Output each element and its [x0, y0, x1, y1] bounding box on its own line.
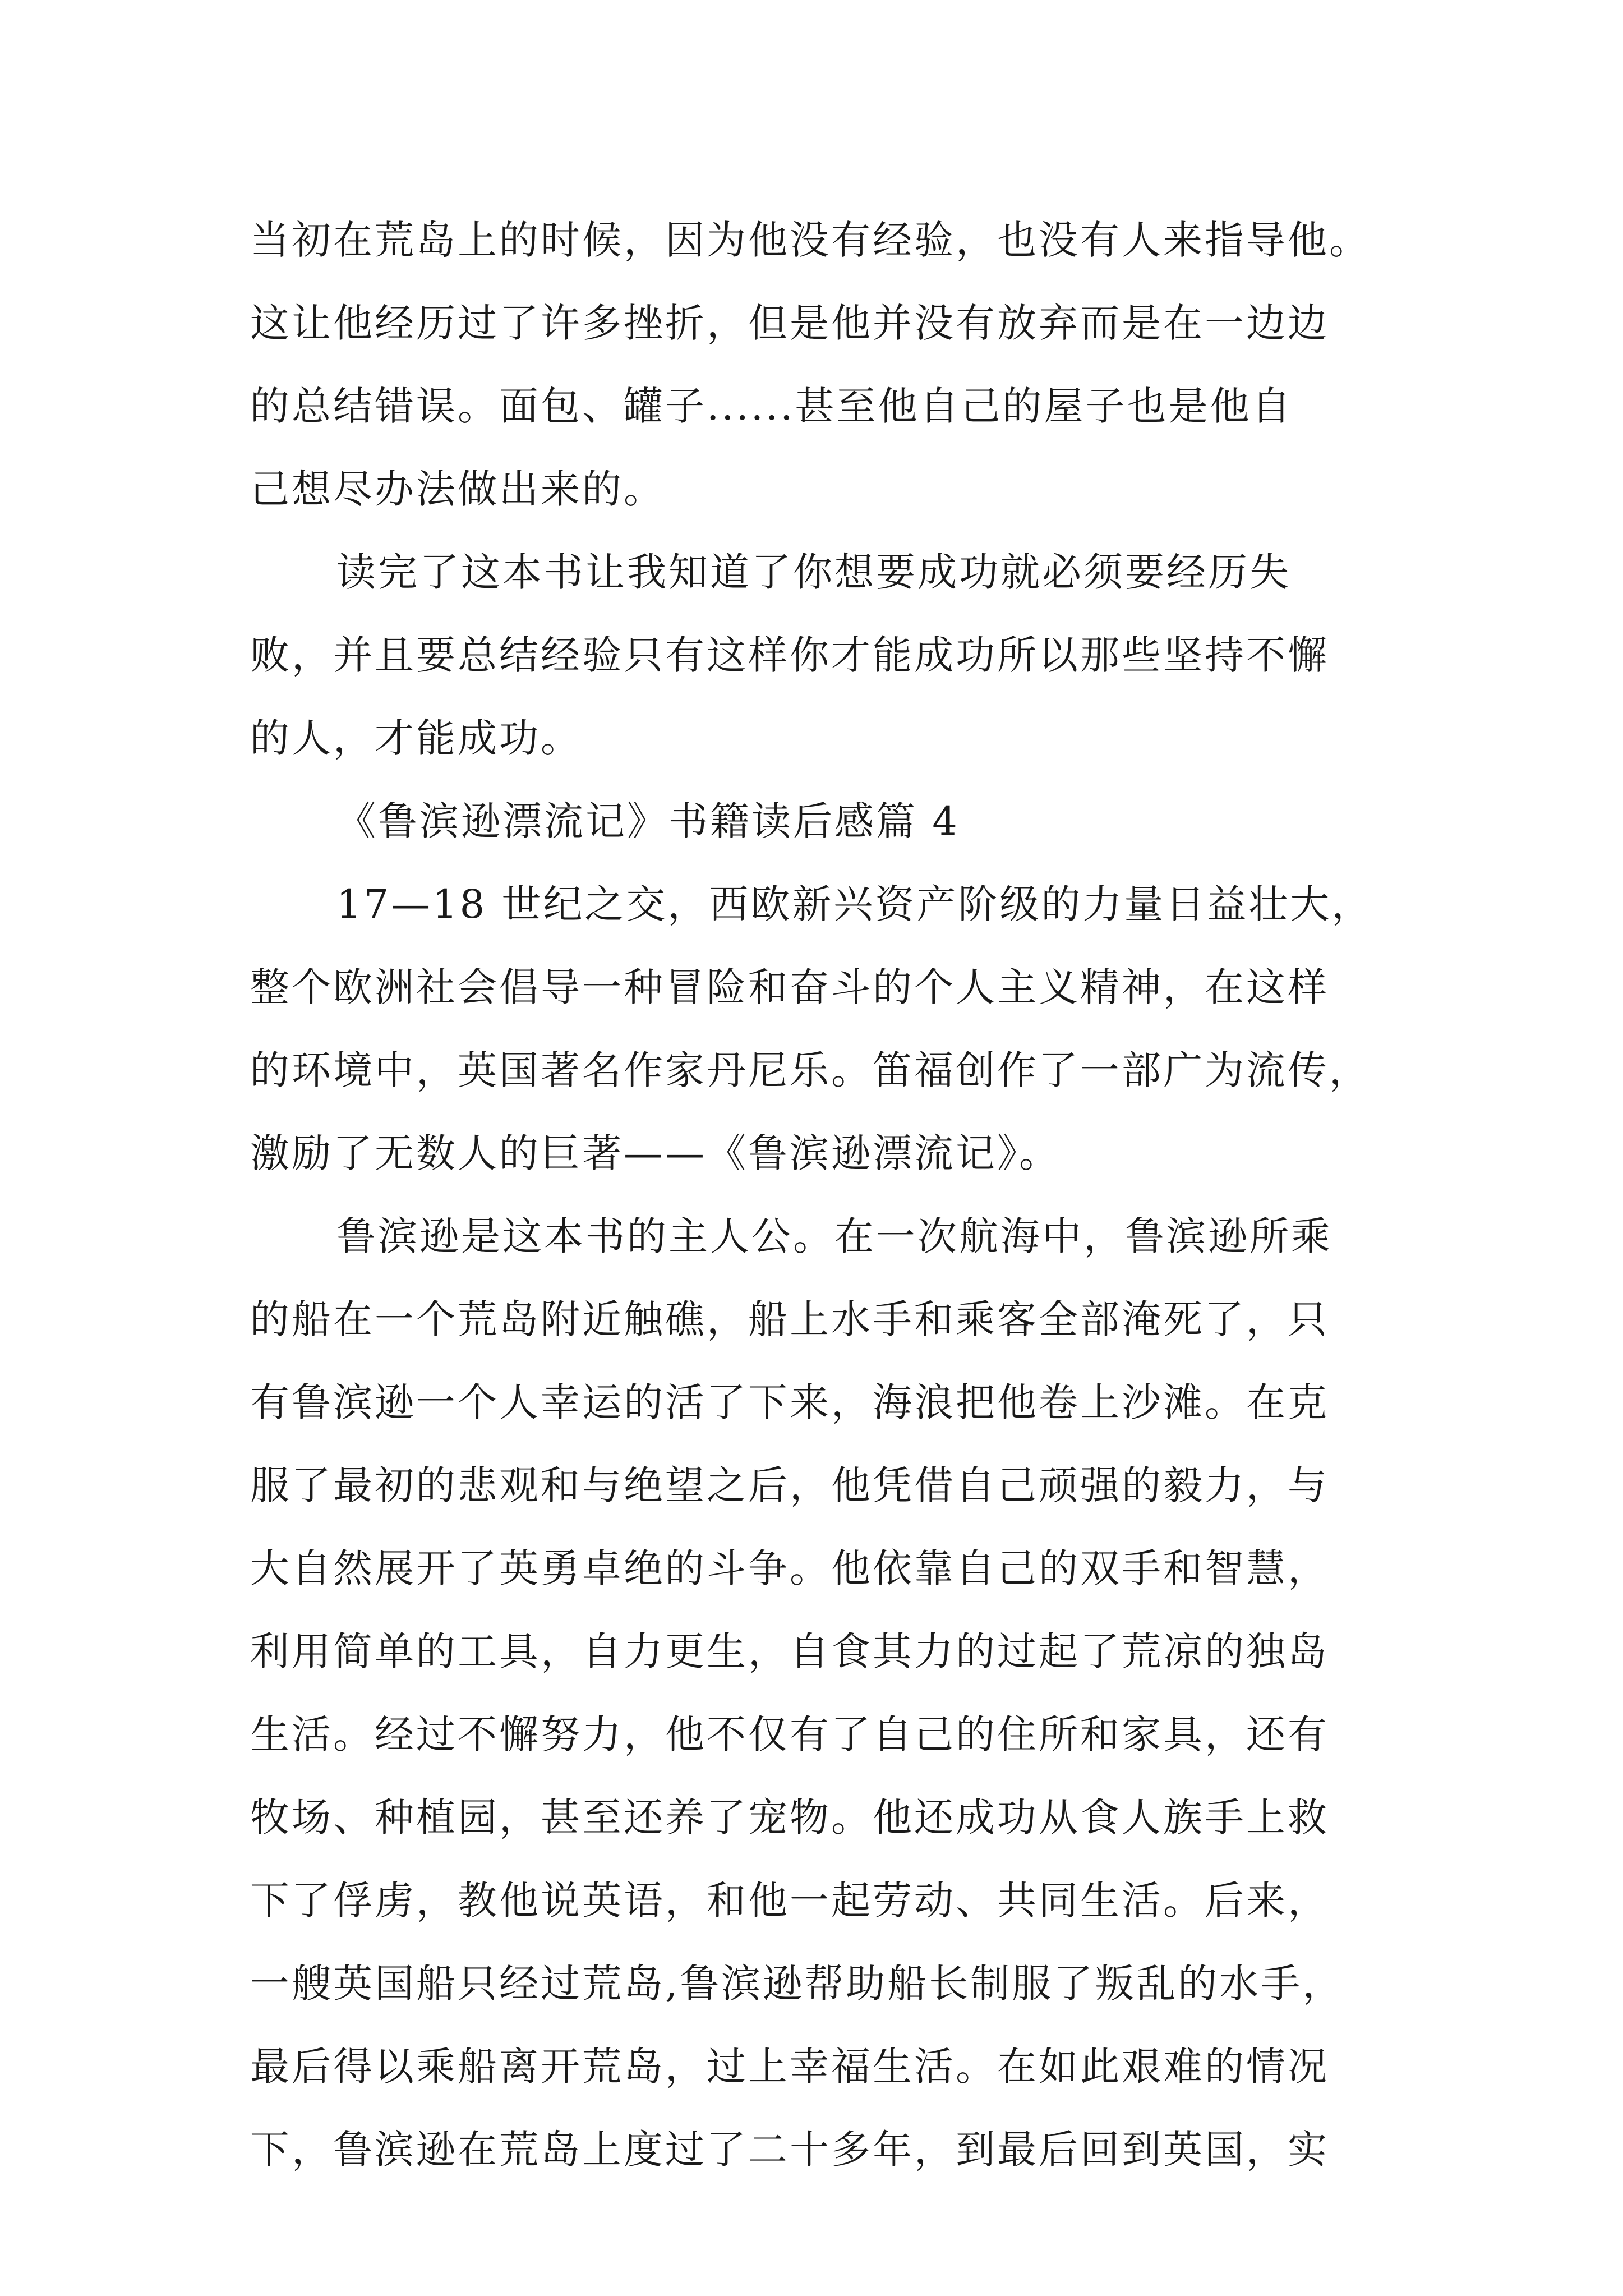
paragraph-1-line-2: 这让他经历过了许多挫折，但是他并没有放弃而是在一边边	[250, 300, 1329, 346]
paragraph-4-line-4: 服了最初的悲观和与绝望之后，他凭借自己顽强的毅力，与	[250, 1462, 1329, 1508]
paragraph-2-line-2: 败，并且要总结经验只有这样你才能成功所以那些坚持不懈	[250, 632, 1329, 678]
section-heading: 《鲁滨逊漂流记》书籍读后感篇 4	[336, 798, 960, 844]
paragraph-3-line-1: 17—18 世纪之交，西欧新兴资产阶级的力量日益壮大，	[336, 881, 1373, 927]
paragraph-4-line-7: 生活。经过不懈努力，他不仅有了自己的住所和家具，还有	[250, 1711, 1329, 1757]
paragraph-2-line-3: 的人，才能成功。	[250, 715, 582, 761]
paragraph-4-line-3: 有鲁滨逊一个人幸运的活了下来，海浪把他卷上沙滩。在克	[250, 1379, 1329, 1425]
paragraph-3-line-4: 激励了无数人的巨著——《鲁滨逊漂流记》。	[250, 1130, 1061, 1176]
paragraph-1-line-3: 的总结错误。面包、罐子......甚至他自己的屋子也是他自	[250, 383, 1293, 429]
paragraph-4-line-11: 最后得以乘船离开荒岛，过上幸福生活。在如此艰难的情况	[250, 2044, 1329, 2090]
paragraph-4-line-10: 一艘英国船只经过荒岛,鲁滨逊帮助船长制服了叛乱的水手，	[250, 1961, 1344, 2007]
paragraph-2-line-1: 读完了这本书让我知道了你想要成功就必须要经历失	[336, 549, 1291, 595]
paragraph-4-line-5: 大自然展开了英勇卓绝的斗争。他依靠自己的双手和智慧，	[250, 1545, 1329, 1591]
paragraph-3-line-3: 的环境中，英国著名作家丹尼乐。笛福创作了一部广为流传，	[250, 1047, 1371, 1093]
paragraph-1-line-4: 己想尽办法做出来的。	[250, 466, 665, 512]
paragraph-4-line-2: 的船在一个荒岛附近触礁，船上水手和乘客全部淹死了，只	[250, 1296, 1329, 1342]
paragraph-1-line-1: 当初在荒岛上的时候，因为他没有经验，也没有人来指导他。	[250, 217, 1371, 263]
paragraph-3-line-2: 整个欧洲社会倡导一种冒险和奋斗的个人主义精神，在这样	[250, 964, 1329, 1010]
paragraph-4-line-1: 鲁滨逊是这本书的主人公。在一次航海中，鲁滨逊所乘	[336, 1213, 1332, 1259]
paragraph-4-line-8: 牧场、种植园，甚至还养了宠物。他还成功从食人族手上救	[250, 1795, 1329, 1841]
paragraph-4-line-6: 利用简单的工具，自力更生，自食其力的过起了荒凉的独岛	[250, 1628, 1329, 1674]
paragraph-4-line-12: 下，鲁滨逊在荒岛上度过了二十多年，到最后回到英国，实	[250, 2127, 1329, 2173]
paragraph-4-line-9: 下了俘虏，教他说英语，和他一起劳动、共同生活。后来，	[250, 1878, 1329, 1924]
